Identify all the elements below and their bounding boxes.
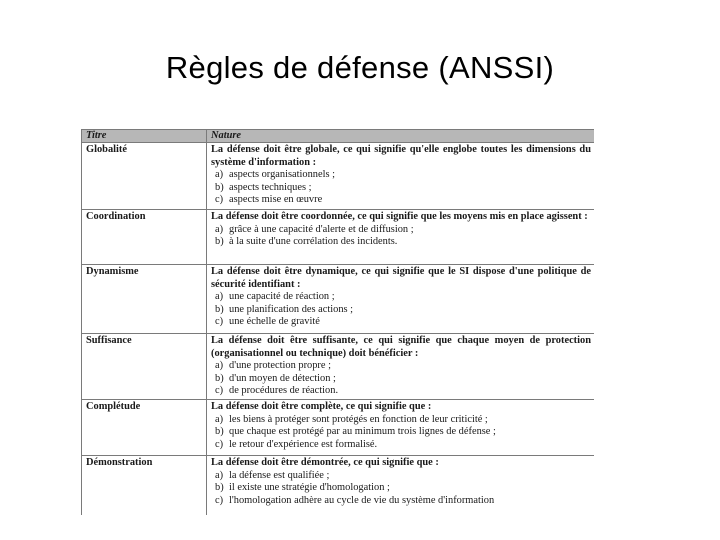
item-label: c) — [215, 194, 224, 205]
item-list — [211, 360, 591, 398]
table-row — [82, 400, 595, 456]
list-item — [211, 169, 591, 182]
list-item — [211, 182, 591, 195]
table-row — [82, 334, 595, 400]
list-item — [211, 470, 591, 483]
item-label: c) — [215, 385, 224, 396]
item-label: b) — [215, 372, 224, 384]
rules-table-image — [81, 129, 594, 515]
list-item — [211, 426, 591, 439]
list-item — [211, 385, 591, 398]
row-intro: La défense doit être démontrée, ce qui signifie que : — [211, 457, 439, 468]
header-titre: Titre — [82, 130, 207, 143]
item-text: d'un moyen de détection ; — [229, 372, 336, 384]
item-label: b) — [215, 303, 224, 315]
item-text: une capacité de réaction ; — [229, 291, 335, 302]
list-item — [211, 236, 591, 249]
item-label: b) — [215, 236, 224, 247]
list-item — [211, 224, 591, 237]
item-label: c) — [215, 316, 224, 327]
item-label: a) — [215, 469, 224, 481]
item-label: c) — [215, 438, 224, 450]
row-intro: La défense doit être complète, ce qui signifie que : — [211, 401, 432, 412]
item-label: b) — [215, 482, 224, 493]
item-text: le retour d'expérience est formalisé. — [229, 438, 378, 450]
row-intro: La défense doit être globale, ce qui signifie qu'elle englobe toutes les dimensions du système d'information : — [211, 144, 591, 168]
list-item — [211, 373, 591, 386]
list-item — [211, 194, 591, 207]
table-row — [82, 456, 595, 516]
item-label: a) — [215, 413, 224, 425]
row-title: Dynamisme — [82, 265, 207, 334]
list-item — [211, 414, 591, 427]
item-text: aspects techniques ; — [229, 181, 312, 193]
item-label: b) — [215, 181, 224, 193]
item-list — [211, 291, 591, 329]
list-item — [211, 439, 591, 452]
row-nature — [207, 143, 595, 210]
table-header-row — [82, 130, 595, 143]
item-label: c) — [215, 494, 224, 506]
row-title: Complétude — [82, 400, 207, 456]
item-list — [211, 169, 591, 207]
table-row — [82, 265, 595, 334]
item-list — [211, 414, 591, 452]
row-nature — [207, 400, 595, 456]
item-label: a) — [215, 223, 224, 235]
table-row — [82, 210, 595, 265]
item-text: une échelle de gravité — [229, 316, 320, 327]
slide-title: Règles de défense (ANSSI) — [165, 50, 555, 85]
rules-table — [81, 129, 594, 515]
item-label: b) — [215, 426, 224, 437]
table-row — [82, 143, 595, 210]
row-intro: La défense doit être coordonnée, ce qui signifie que les moyens mis en place agissent : — [211, 211, 588, 222]
item-label: a) — [215, 360, 224, 371]
row-title: Coordination — [82, 210, 207, 265]
item-text: il existe une stratégie d'homologation ; — [229, 482, 390, 493]
list-item — [211, 482, 591, 495]
row-nature — [207, 265, 595, 334]
row-title: Globalité — [82, 143, 207, 210]
list-item — [211, 360, 591, 373]
list-item — [211, 304, 591, 317]
item-text: une planification des actions ; — [229, 303, 354, 315]
row-nature — [207, 334, 595, 400]
item-text: d'une protection propre ; — [229, 360, 331, 371]
list-item — [211, 291, 591, 304]
item-text: grâce à une capacité d'alerte et de diffusion ; — [229, 223, 414, 235]
row-title: Suffisance — [82, 334, 207, 400]
item-text: la défense est qualifiée ; — [229, 469, 330, 481]
row-nature — [207, 210, 595, 265]
item-text: les biens à protéger sont protégés en fonction de leur criticité ; — [229, 413, 488, 425]
row-intro: La défense doit être suffisante, ce qui signifie que chaque moyen de protection (organisationnel ou technique) doit bénéficier : — [211, 335, 591, 359]
item-list — [211, 470, 591, 508]
row-title: Démonstration — [82, 456, 207, 516]
item-text: l'homologation adhère au cycle de vie du système d'information — [229, 494, 495, 506]
header-nature: Nature — [207, 130, 595, 143]
item-label: a) — [215, 169, 224, 180]
item-label: a) — [215, 291, 224, 302]
list-item — [211, 495, 591, 508]
item-list — [211, 224, 591, 249]
item-text: à la suite d'une corrélation des incidents. — [229, 236, 398, 247]
row-intro: La défense doit être dynamique, ce qui signifie que le SI dispose d'une politique de sécurité identifiant : — [211, 266, 591, 290]
item-text: de procédures de réaction. — [229, 385, 339, 396]
item-text: aspects organisationnels ; — [229, 169, 336, 180]
row-nature — [207, 456, 595, 516]
list-item — [211, 316, 591, 329]
item-text: que chaque est protégé par au minimum trois lignes de défense ; — [229, 426, 496, 437]
item-text: aspects mise en œuvre — [229, 194, 323, 205]
